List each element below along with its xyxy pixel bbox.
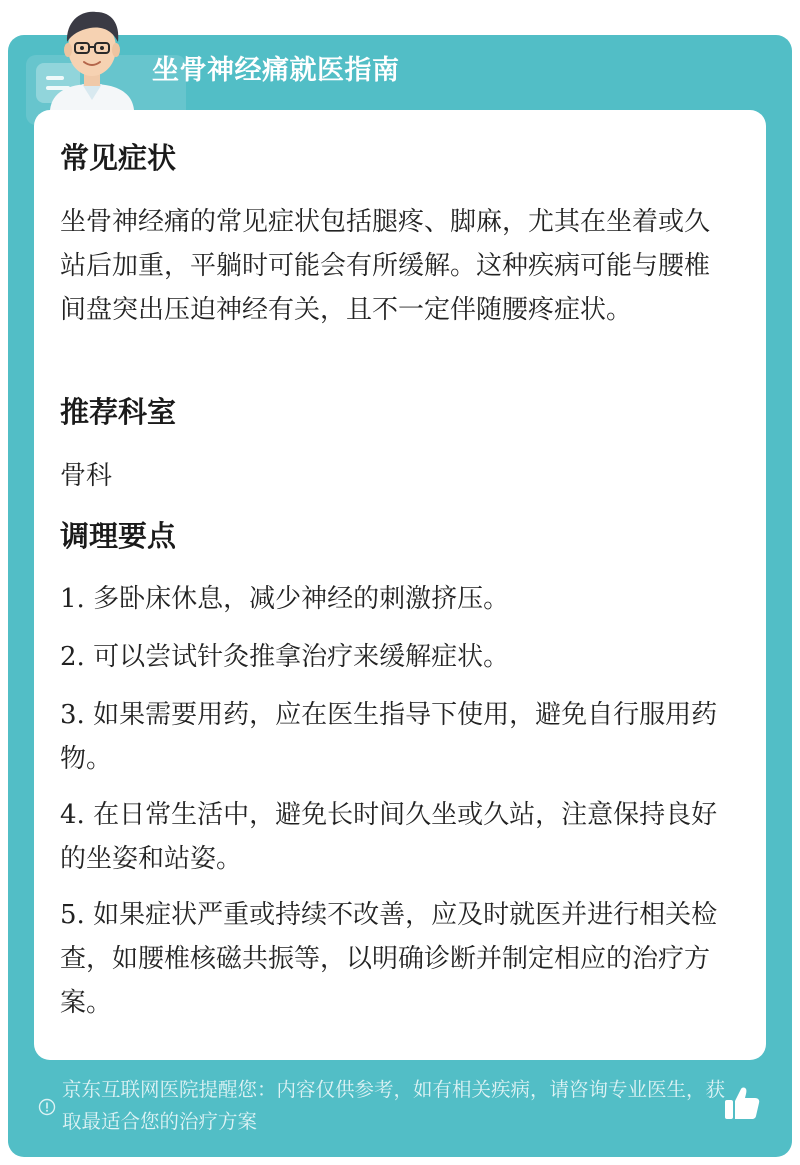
symptoms-text: 坐骨神经痛的常见症状包括腿疼、脚麻，尤其在坐着或久站后加重，平躺时可能会有所缓解。这种疾病可能与腰椎间盘突出压迫神经有关，且不一定伴随腰疼症状。 (60, 207, 711, 325)
thumbs-up-icon[interactable] (723, 1085, 761, 1121)
care-item-number: 5. (60, 900, 85, 930)
department-heading: 推荐科室 (60, 395, 177, 429)
care-item-number: 1. (60, 584, 85, 614)
care-item-number: 3. (60, 700, 85, 730)
doctor-avatar (42, 0, 142, 110)
page-title: 坐骨神经痛就医指南 (152, 55, 400, 86)
care-heading: 调理要点 (60, 519, 177, 553)
care-item-text: 多卧床休息，减少神经的刺激挤压。 (93, 584, 510, 614)
care-item-text: 如果需要用药，应在医生指导下使用，避免自行服用药物。 (60, 700, 718, 774)
care-item-text: 可以尝试针灸推拿治疗来缓解症状。 (93, 642, 510, 672)
symptoms-heading: 常见症状 (60, 141, 177, 175)
department-text: 骨科 (60, 461, 113, 491)
care-item-number: 4. (60, 800, 85, 830)
care-item-3 (60, 693, 732, 781)
care-item-number: 2. (60, 642, 85, 672)
care-item-1 (60, 577, 732, 621)
content-card (34, 110, 766, 1060)
info-icon (38, 1098, 56, 1116)
care-item-text: 如果症状严重或持续不改善，应及时就医并进行相关检查，如腰椎核磁共振等，以明确诊断并制定相应的治疗方案。 (60, 900, 718, 1018)
care-item-4 (60, 793, 732, 881)
footer-disclaimer: 京东互联网医院提醒您：内容仅供参考，如有相关疾病，请咨询专业医生，获取最适合您的治疗方案 (62, 1078, 726, 1133)
care-item-2 (60, 635, 732, 679)
care-item-5 (60, 893, 732, 1025)
care-item-text: 在日常生活中，避免长时间久坐或久站，注意保持良好的坐姿和站姿。 (60, 800, 718, 874)
